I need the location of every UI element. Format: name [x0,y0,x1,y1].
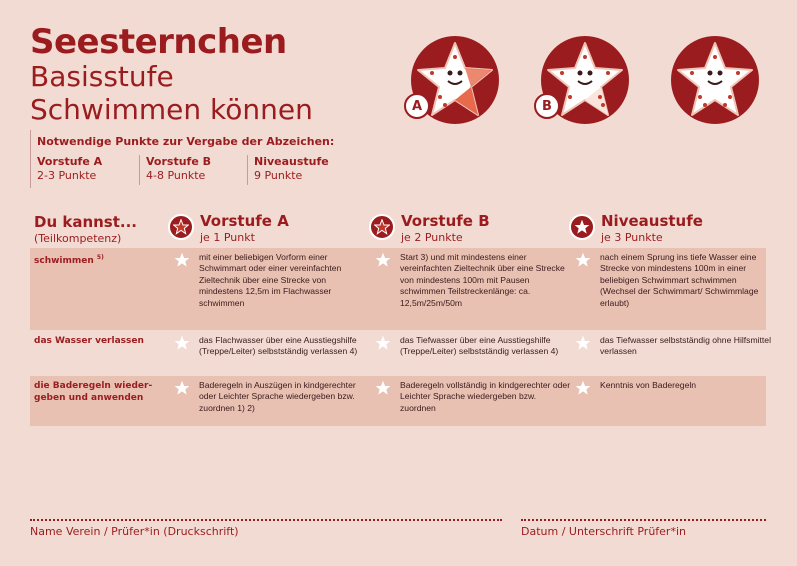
star-checkbox-icon[interactable] [375,252,391,268]
cell-text: das Tiefwasser selbstständig ohne Hilfsmittel verlassen [600,335,771,357]
column-points: je 2 Punkte [401,231,463,244]
row-label: die Baderegeln wieder-geben und anwenden [34,381,153,403]
cell-text: nach einem Sprung ins tiefe Wasser eine Strecke von mindestens 100m in einer beliebigen Schwimmart schwimmen (Wechsel der Schwimmart/ Schwimmlage erlaubt) [600,252,759,308]
badge-vorstufe-b [540,35,630,125]
table-row [30,331,771,375]
row-label: schwimmen $^{5)}$ [34,254,104,266]
requirement-niveaustufe [247,155,329,185]
star-checkbox-icon[interactable] [174,335,190,351]
table-row [30,248,766,330]
row-label: das Wasser verlassen [34,336,144,346]
cell-text: mit einer beliebigen Vorform einer Schwimmart oder einer vereinfachten Zieltechnik über eine Strecke von mindestens 12,5m im Flachwasser schwimmen [199,252,342,308]
column-name: Vorstufe B [401,212,490,230]
star-checkbox-icon[interactable] [174,380,190,396]
requirements-box [30,130,350,188]
column-points: je 1 Punkt [200,231,255,244]
star-checkbox-icon[interactable] [375,380,391,396]
page-title: Seesternchen [30,22,287,62]
column-name: Vorstufe A [200,212,289,230]
cell-text: das Flachwasser über eine Ausstiegshilfe (Treppe/Leiter) selbstständig verlassen 4) [199,335,358,357]
cell-text: Baderegeln vollständig in kindgerechter oder Leichter Sprache wiedergeben bzw. zuordnen [400,380,571,413]
cell-text: das Tiefwasser über eine Ausstiegshilfe (Treppe/Leiter) selbstständig verlassen 4) [400,335,559,357]
badge-vorstufe-a [410,35,500,125]
star-checkbox-icon[interactable] [575,252,591,268]
star-checkbox-icon[interactable] [575,380,591,396]
requirement-value: 9 Punkte [254,169,303,182]
star-badge-icon [168,214,194,240]
star-checkbox-icon[interactable] [174,252,190,268]
star-checkbox-icon[interactable] [575,335,591,351]
column-points: je 3 Punkte [601,231,663,244]
cell-text: Baderegeln in Auszügen in kindgerechter oder Leichter Sprache wiedergeben bzw. zuordnen 1) 2) [199,380,356,413]
badge-niveaustufe [670,35,760,125]
cell-text: Kenntnis von Baderegeln [600,380,697,390]
requirement-label: Vorstufe A [37,155,103,168]
signature-line-date[interactable] [521,519,766,521]
star-checkbox-icon[interactable] [375,335,391,351]
requirement-value: 2-3 Punkte [37,169,97,182]
badge-letter-b: B [534,93,560,119]
requirement-vorstufe-b [139,155,211,185]
signature-label-name: Name Verein / Prüfer*in (Druckschrift) [30,525,239,538]
badge-letter-a: A [404,93,430,119]
requirement-label: Vorstufe B [146,155,211,168]
star-badge-icon [569,214,595,240]
table-header-skill-sub: (Teilkompetenz) [34,232,122,245]
page-subtitle-level: Basisstufe [30,60,174,93]
starfish-icon [670,35,760,125]
star-badge-icon [369,214,395,240]
table-header-skill: Du kannst... [34,213,138,231]
signature-line-name[interactable] [30,519,502,521]
signature-label-date: Datum / Unterschrift Prüfer*in [521,525,686,538]
column-name: Niveaustufe [601,212,703,230]
requirement-label: Niveaustufe [254,155,329,168]
table-row [30,376,766,426]
page-subtitle-skill: Schwimmen können [30,93,313,126]
requirement-value: 4-8 Punkte [146,169,206,182]
requirements-title: Notwendige Punkte zur Vergabe der Abzeichen: [37,135,335,148]
requirement-vorstufe-a [31,155,102,185]
cell-text: Start 3) und mit mindestens einer vereinfachten Zieltechnik über eine Strecke von mindestens 100m mit Pausen schwimmen Teilstreckenlänge: ca. 12,5m/25m/50m [400,252,565,308]
badge-group [0,35,797,135]
